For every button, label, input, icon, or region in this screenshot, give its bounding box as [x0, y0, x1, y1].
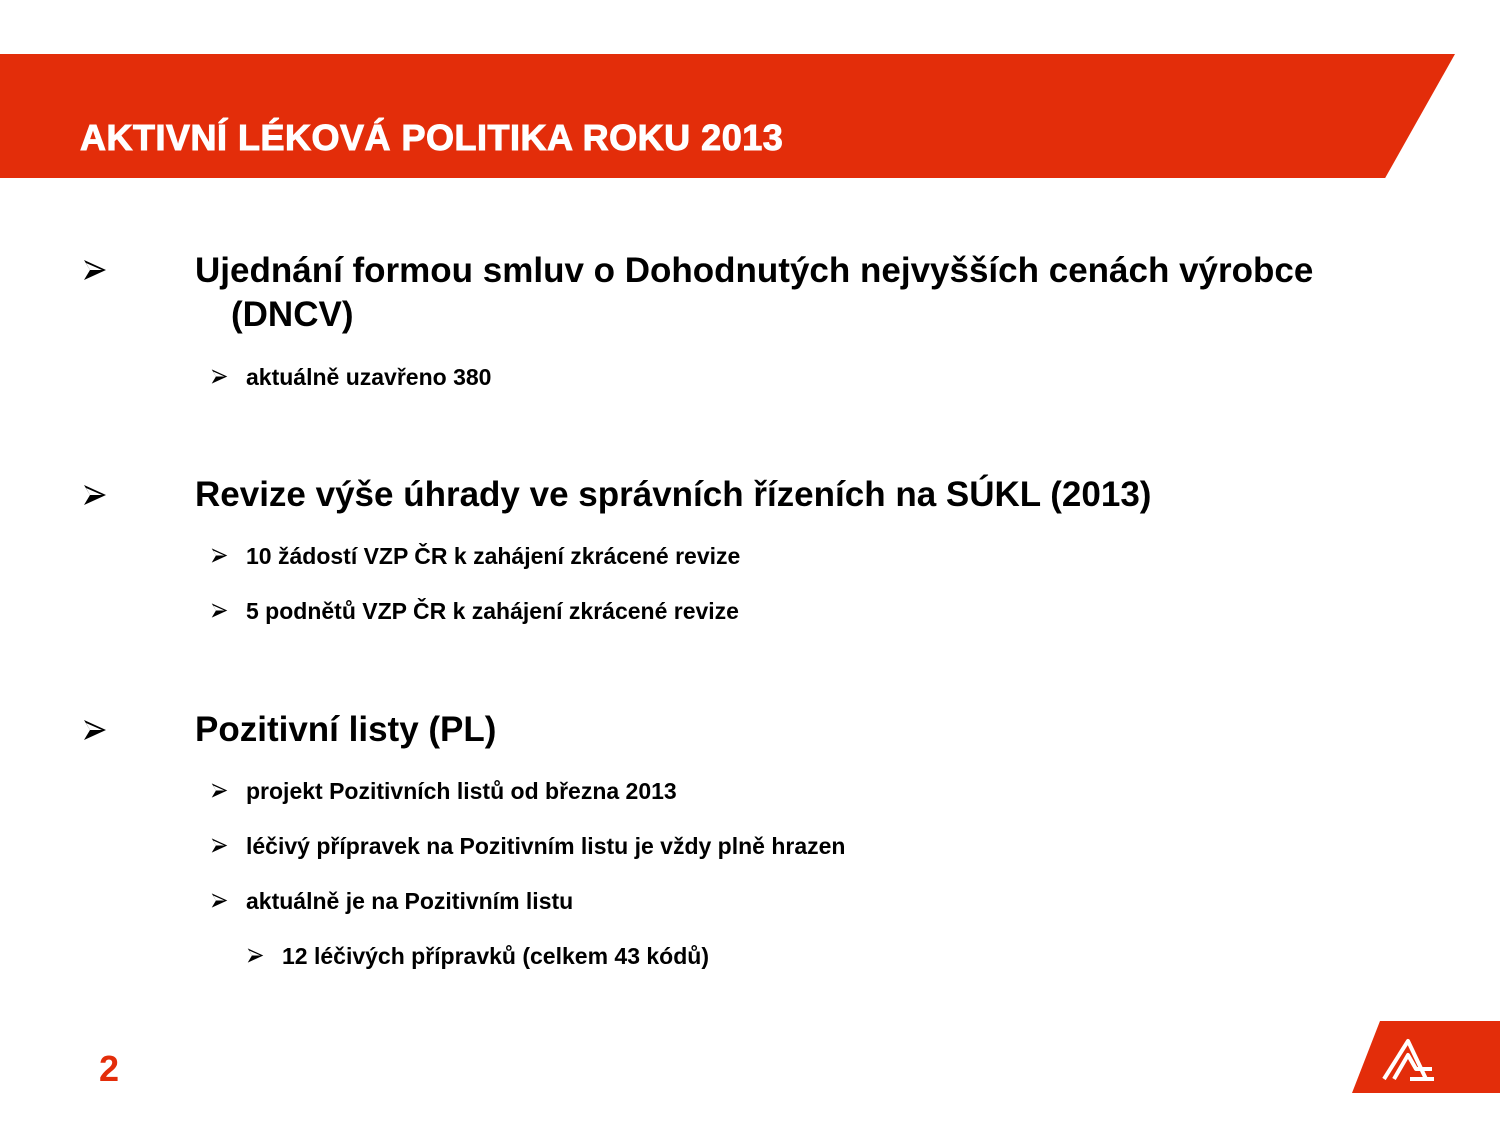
list-item: aktuálně je na Pozitivním listu [246, 888, 574, 914]
arrowhead-bullet-icon [211, 547, 228, 564]
page-number: 2 [99, 1048, 120, 1089]
title-banner [0, 54, 1455, 178]
arrowhead-bullet-icon [211, 892, 228, 909]
section-heading-pozitivni-listy: Pozitivní listy (PL) [195, 710, 497, 749]
section-heading-revize: Revize výše úhrady ve správních řízeních na SÚKL (2013) [195, 475, 1152, 514]
list-item: 5 podnětů VZP ČR k zahájení zkrácené revize [246, 598, 739, 624]
arrowhead-bullet-icon [211, 602, 228, 619]
section-heading-line: Ujednání formou smluv o Dohodnutých nejvyšších cenách výrobce [195, 251, 1314, 290]
section-heading-line: (DNCV) [231, 295, 354, 334]
arrowhead-bullet-icon [83, 718, 107, 742]
arrowhead-bullet-icon [211, 837, 228, 854]
list-item: léčivý přípravek na Pozitivním listu je vždy plně hrazen [246, 833, 846, 859]
arrowhead-bullet-icon [211, 782, 228, 799]
list-item: 10 žádostí VZP ČR k zahájení zkrácené revize [246, 543, 741, 569]
vzp-logo-icon [1352, 1021, 1500, 1093]
list-item: projekt Pozitivních listů od března 2013 [246, 778, 677, 804]
section-heading-dncv [195, 249, 1425, 337]
arrowhead-bullet-icon [247, 947, 264, 964]
list-item: 12 léčivých přípravků (celkem 43 kódů) [282, 943, 709, 969]
list-item: aktuálně uzavřeno 380 [246, 364, 492, 390]
arrowhead-bullet-icon [211, 368, 228, 385]
arrowhead-bullet-icon [83, 483, 107, 507]
slide-title: AKTIVNÍ LÉKOVÁ POLITIKA ROKU 2013 [80, 117, 784, 158]
arrowhead-bullet-icon [83, 258, 107, 282]
